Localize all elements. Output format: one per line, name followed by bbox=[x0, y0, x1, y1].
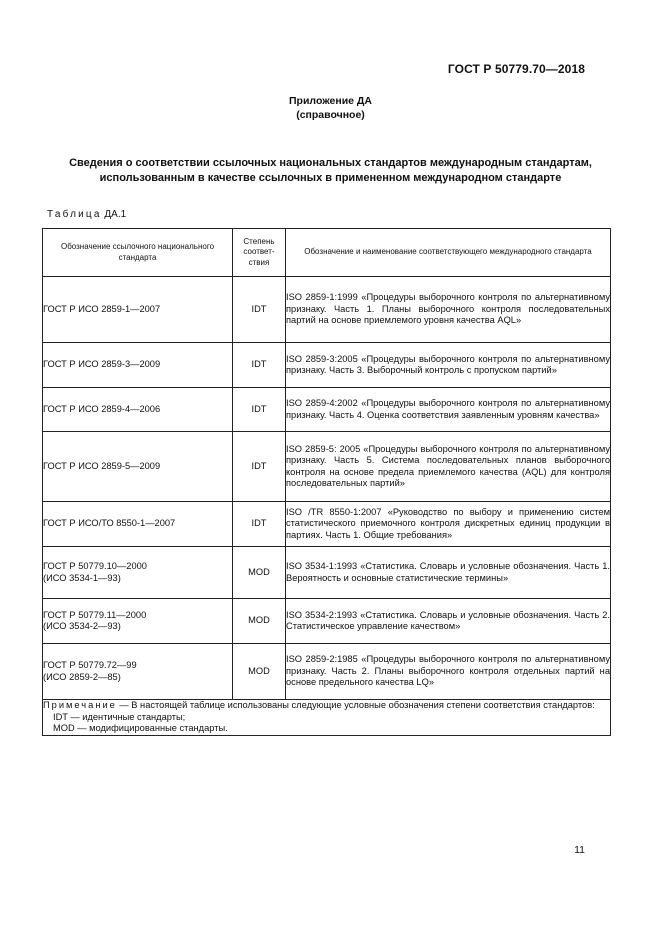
appendix-subtitle: (справочное) bbox=[296, 109, 365, 121]
international-standard-cell: ISO 2859-5: 2005 «Процедуры выборочного контроля по альтернативному признаку. Часть 5. Система последовательных планов выборочного контроля на основе предела приемлемого качества (AQL) для контроля последовательных партий» bbox=[286, 432, 611, 502]
national-standard-cell bbox=[43, 547, 233, 599]
table-row bbox=[43, 644, 611, 700]
section-title bbox=[40, 156, 621, 186]
note-text: — В настоящей таблице использованы следующие условные обозначения степени соответствия стандартов: bbox=[116, 700, 595, 710]
international-standard-cell: ISO 3534-2:1993 «Статистика. Словарь и условные обозначения. Часть 2. Статистическое управление качеством» bbox=[286, 599, 611, 644]
table-row bbox=[43, 277, 611, 343]
national-standard-designation: ГОСТ Р ИСО/ТО 8550-1—2007 bbox=[43, 518, 176, 529]
appendix-title: Приложение ДА bbox=[289, 95, 372, 107]
header-international-standard: Обозначение и наименование соответствующего международного стандарта bbox=[286, 229, 611, 277]
note-label: Примечание bbox=[43, 700, 117, 710]
international-standard-cell: ISO 2859-2:1985 «Процедуры выборочного контроля по альтернативному признаку. Часть 2. Планы выборочного контроля отдельных партий на основе предельного качества LQ» bbox=[286, 644, 611, 700]
table-note bbox=[43, 700, 611, 736]
table-caption-number: ДА.1 bbox=[104, 209, 127, 220]
national-standard-cell bbox=[43, 502, 233, 547]
header-degree: Степень соответ-ствия bbox=[233, 229, 286, 277]
note-item-mod: MOD — модифицированные стандарты. bbox=[53, 723, 228, 734]
table-row bbox=[43, 343, 611, 388]
table-caption bbox=[47, 209, 126, 220]
degree-cell: MOD bbox=[233, 644, 286, 700]
header-national-standard: Обозначение ссылочного национального стандарта bbox=[43, 229, 233, 277]
national-standard-designation: ГОСТ Р 50779.72—99 bbox=[43, 660, 137, 671]
table-row bbox=[43, 388, 611, 432]
national-standard-cell bbox=[43, 599, 233, 644]
table-row bbox=[43, 432, 611, 502]
table-row bbox=[43, 599, 611, 644]
national-standard-designation: ГОСТ Р ИСО 2859-4—2006 bbox=[43, 403, 161, 414]
degree-cell: IDT bbox=[233, 502, 286, 547]
table-caption-prefix: Таблица bbox=[47, 209, 102, 220]
national-standard-cell bbox=[43, 644, 233, 700]
section-title-line-1: Сведения о соответствии ссылочных национальных стандартов международным стандартам, bbox=[69, 157, 592, 169]
table-row bbox=[43, 502, 611, 547]
national-standard-designation: (ИСО 2859-2—85) bbox=[43, 671, 121, 682]
appendix-heading bbox=[0, 94, 661, 122]
document-id: ГОСТ Р 50779.70—2018 bbox=[447, 62, 585, 76]
national-standard-cell bbox=[43, 432, 233, 502]
degree-cell: MOD bbox=[233, 599, 286, 644]
international-standard-cell: ISO 2859-1:1999 «Процедуры выборочного контроля по альтернативному признаку. Часть 1. Планы выборочного контроля последовательных партий на основе приемлемого уровня качества AQL» bbox=[286, 277, 611, 343]
table-note-row bbox=[43, 700, 611, 736]
degree-cell: IDT bbox=[233, 432, 286, 502]
degree-cell: MOD bbox=[233, 547, 286, 599]
national-standard-designation: ГОСТ Р 50779.11—2000 bbox=[43, 609, 147, 620]
table-body bbox=[43, 277, 611, 700]
national-standard-designation: (ИСО 3534-1—93) bbox=[43, 572, 121, 583]
national-standard-cell bbox=[43, 343, 233, 388]
international-standard-cell: ISO 2859-3:2005 «Процедуры выборочного контроля по альтернативному признаку. Часть 3. Выборочный контроль с пропуском партий» bbox=[286, 343, 611, 388]
degree-cell: IDT bbox=[233, 343, 286, 388]
note-item-idt: IDT — идентичные стандарты; bbox=[53, 711, 186, 722]
national-standard-designation: ГОСТ Р ИСО 2859-5—2009 bbox=[43, 460, 161, 471]
degree-cell: IDT bbox=[233, 277, 286, 343]
table-header-row bbox=[43, 229, 611, 277]
international-standard-cell: ISO /TR 8550-1:2007 «Руководство по выбору и применению систем статистического приемочного контроля дискретных единиц продукции в партиях. Часть 1. Общие требования» bbox=[286, 502, 611, 547]
international-standard-cell: ISO 3534-1:1993 «Статистика. Словарь и условные обозначения. Часть 1. Вероятность и основные статистические термины» bbox=[286, 547, 611, 599]
national-standard-designation: (ИСО 3534-2—93) bbox=[43, 621, 121, 631]
national-standard-cell bbox=[43, 388, 233, 432]
conformity-table bbox=[42, 228, 611, 736]
national-standard-designation: ГОСТ Р 50779.10—2000 bbox=[43, 561, 147, 572]
national-standard-designation: ГОСТ Р ИСО 2859-1—2007 bbox=[43, 303, 161, 314]
national-standard-cell bbox=[43, 277, 233, 343]
page-number: 11 bbox=[574, 844, 585, 856]
table-row bbox=[43, 547, 611, 599]
national-standard-designation: ГОСТ Р ИСО 2859-3—2009 bbox=[43, 359, 161, 370]
international-standard-cell: ISO 2859-4:2002 «Процедуры выборочного контроля по альтернативному признаку. Часть 4. Оценка соответствия заявленным уровням качества» bbox=[286, 388, 611, 432]
section-title-line-2: использованным в качестве ссылочных в примененном международном стандарте bbox=[99, 172, 562, 184]
degree-cell: IDT bbox=[233, 388, 286, 432]
